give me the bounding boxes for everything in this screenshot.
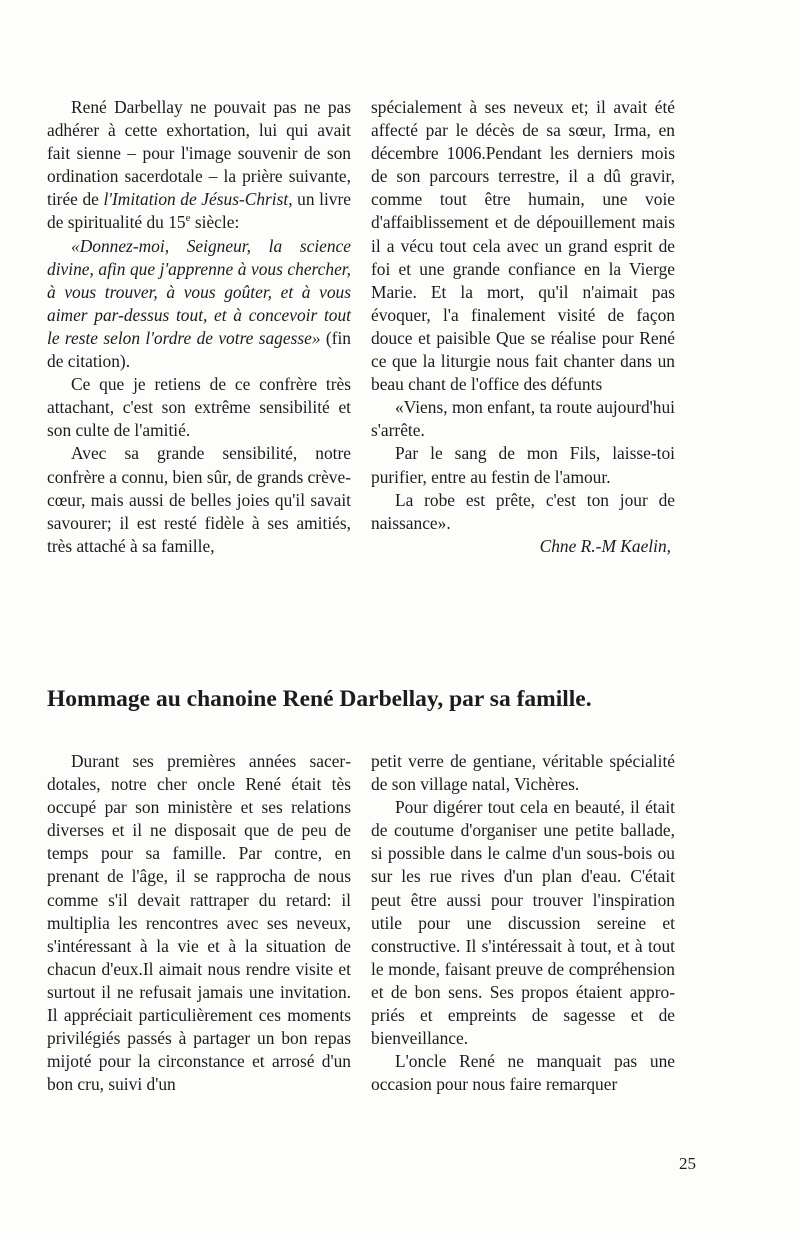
paragraph-family-visits: Durant ses premières années sacerdotales, notre cher oncle René était tès occupé par son ministère et ses relations diverses et il ne disposait que de peu de temps pour sa famille. Par contre, en prenant de l'âge, il se rapprocha de nous comme s'il devait rattraper du retard: il multiplia les rencontres avec ses neveux, s'intéressant à la vie et à la situation de chacun d'eux.Il aimait nous rendre visite et surtout il ne refusait jamais une invitation. Il appréciait particulièrement ces moments privilégiés passés à partager un bon repas mijoté pour la circonstance et arrosé d'un bon cru, suivi d'un: [47, 751, 351, 1095]
paragraph-ordination: René Darbellay ne pouvait pas ne pas adhérer à cette exhortation, lui qui avait fait sienne – pour l'image souvenir de son ordination sacerdotale – la prière suivante, tirée de l'Imitation de Jésus-Christ, un livre de spiritualité du 15e siècle:: [47, 97, 351, 233]
chant-verse-2: Par le sang de mon Fils, laisse-toi purifier, entre au festin de l'amour.: [371, 443, 675, 487]
paragraph-gentiane: petit verre de gentiane, véritable spécialité de son village natal, Vichères.: [371, 751, 675, 795]
top-left-column: [47, 96, 351, 558]
bottom-right-column: [371, 750, 675, 1096]
top-right-column: [371, 96, 675, 558]
section-heading: Hommage au chanoine René Darbellay, par sa famille.: [47, 686, 592, 712]
paragraph-sensibility: Ce que je retiens de ce confrère très attachant, c'est son extrême sensibilité et son culte de l'amitié.: [47, 374, 351, 441]
paragraph-walk: Pour digérer tout cela en beauté, il était de coutume d'organiser une petite ballade, si possible dans le calme d'un sous-bois ou sur les rue rives d'un plan d'eau. C'était peut être aussi pour trouver l'inspiration utile pour une discussion sereine et constructive. Il s'intéressait à tout, et à tout le monde, faisant preuve de compréhension et de bon sens. Ses propos étaient appropriés et empreints de sagesse et de bienveillance.: [371, 797, 675, 1049]
paragraph-friendship: Avec sa grande sensibilité, notre confrère a connu, bien sûr, de grands crève-cœur, mais aussi de belles joies qu'il savait savourer; il est resté fidèle à ses amitiés, très attaché à sa famille,: [47, 443, 351, 556]
paragraph-uncle-rene: L'oncle René ne manquait pas une occasion pour nous faire remarquer: [371, 1051, 675, 1095]
chant-verse-3: La robe est prête, c'est ton jour de naissance».: [371, 489, 675, 533]
book-title: l'Imitation de Jésus-Christ: [103, 189, 289, 210]
chant-verse-1: «Viens, mon enfant, ta route aujourd'hui s'arrête.: [371, 397, 675, 441]
paragraph-final-months: spécialement à ses neveux et; il avait été affecté par le décès de sa sœur, Irma, en décembre 1006.Pendant les derniers mois de son parcours terrestre, il a dû gravir, comme tout être humain, une voie d'affaiblissement et de dépouillement mais il a vécu tout cela avec un grand esprit de foi et une grande confiance en la Vierge Marie. Et la mort, qu'il n'aimait pas évoquer, l'a finalement visité de façon douce et paisible Que se réalise pour René ce que la liturgie nous fait chanter dans un beau chant de l'office des défunts: [371, 97, 675, 395]
paragraph-prayer-quote: «Donnez-moi, Seigneur, la science divine, afin que j'apprenne à vous chercher, à vous trouver, à vous goûter, et à vous aimer par-dessus tout, et à concevoir tout le reste selon l'ordre de votre sagesse» (fin de citation).: [47, 235, 351, 372]
page-number: 25: [679, 1154, 696, 1173]
signature: Chne R.-M Kaelin,: [539, 535, 671, 556]
bottom-left-column: [47, 750, 351, 1096]
